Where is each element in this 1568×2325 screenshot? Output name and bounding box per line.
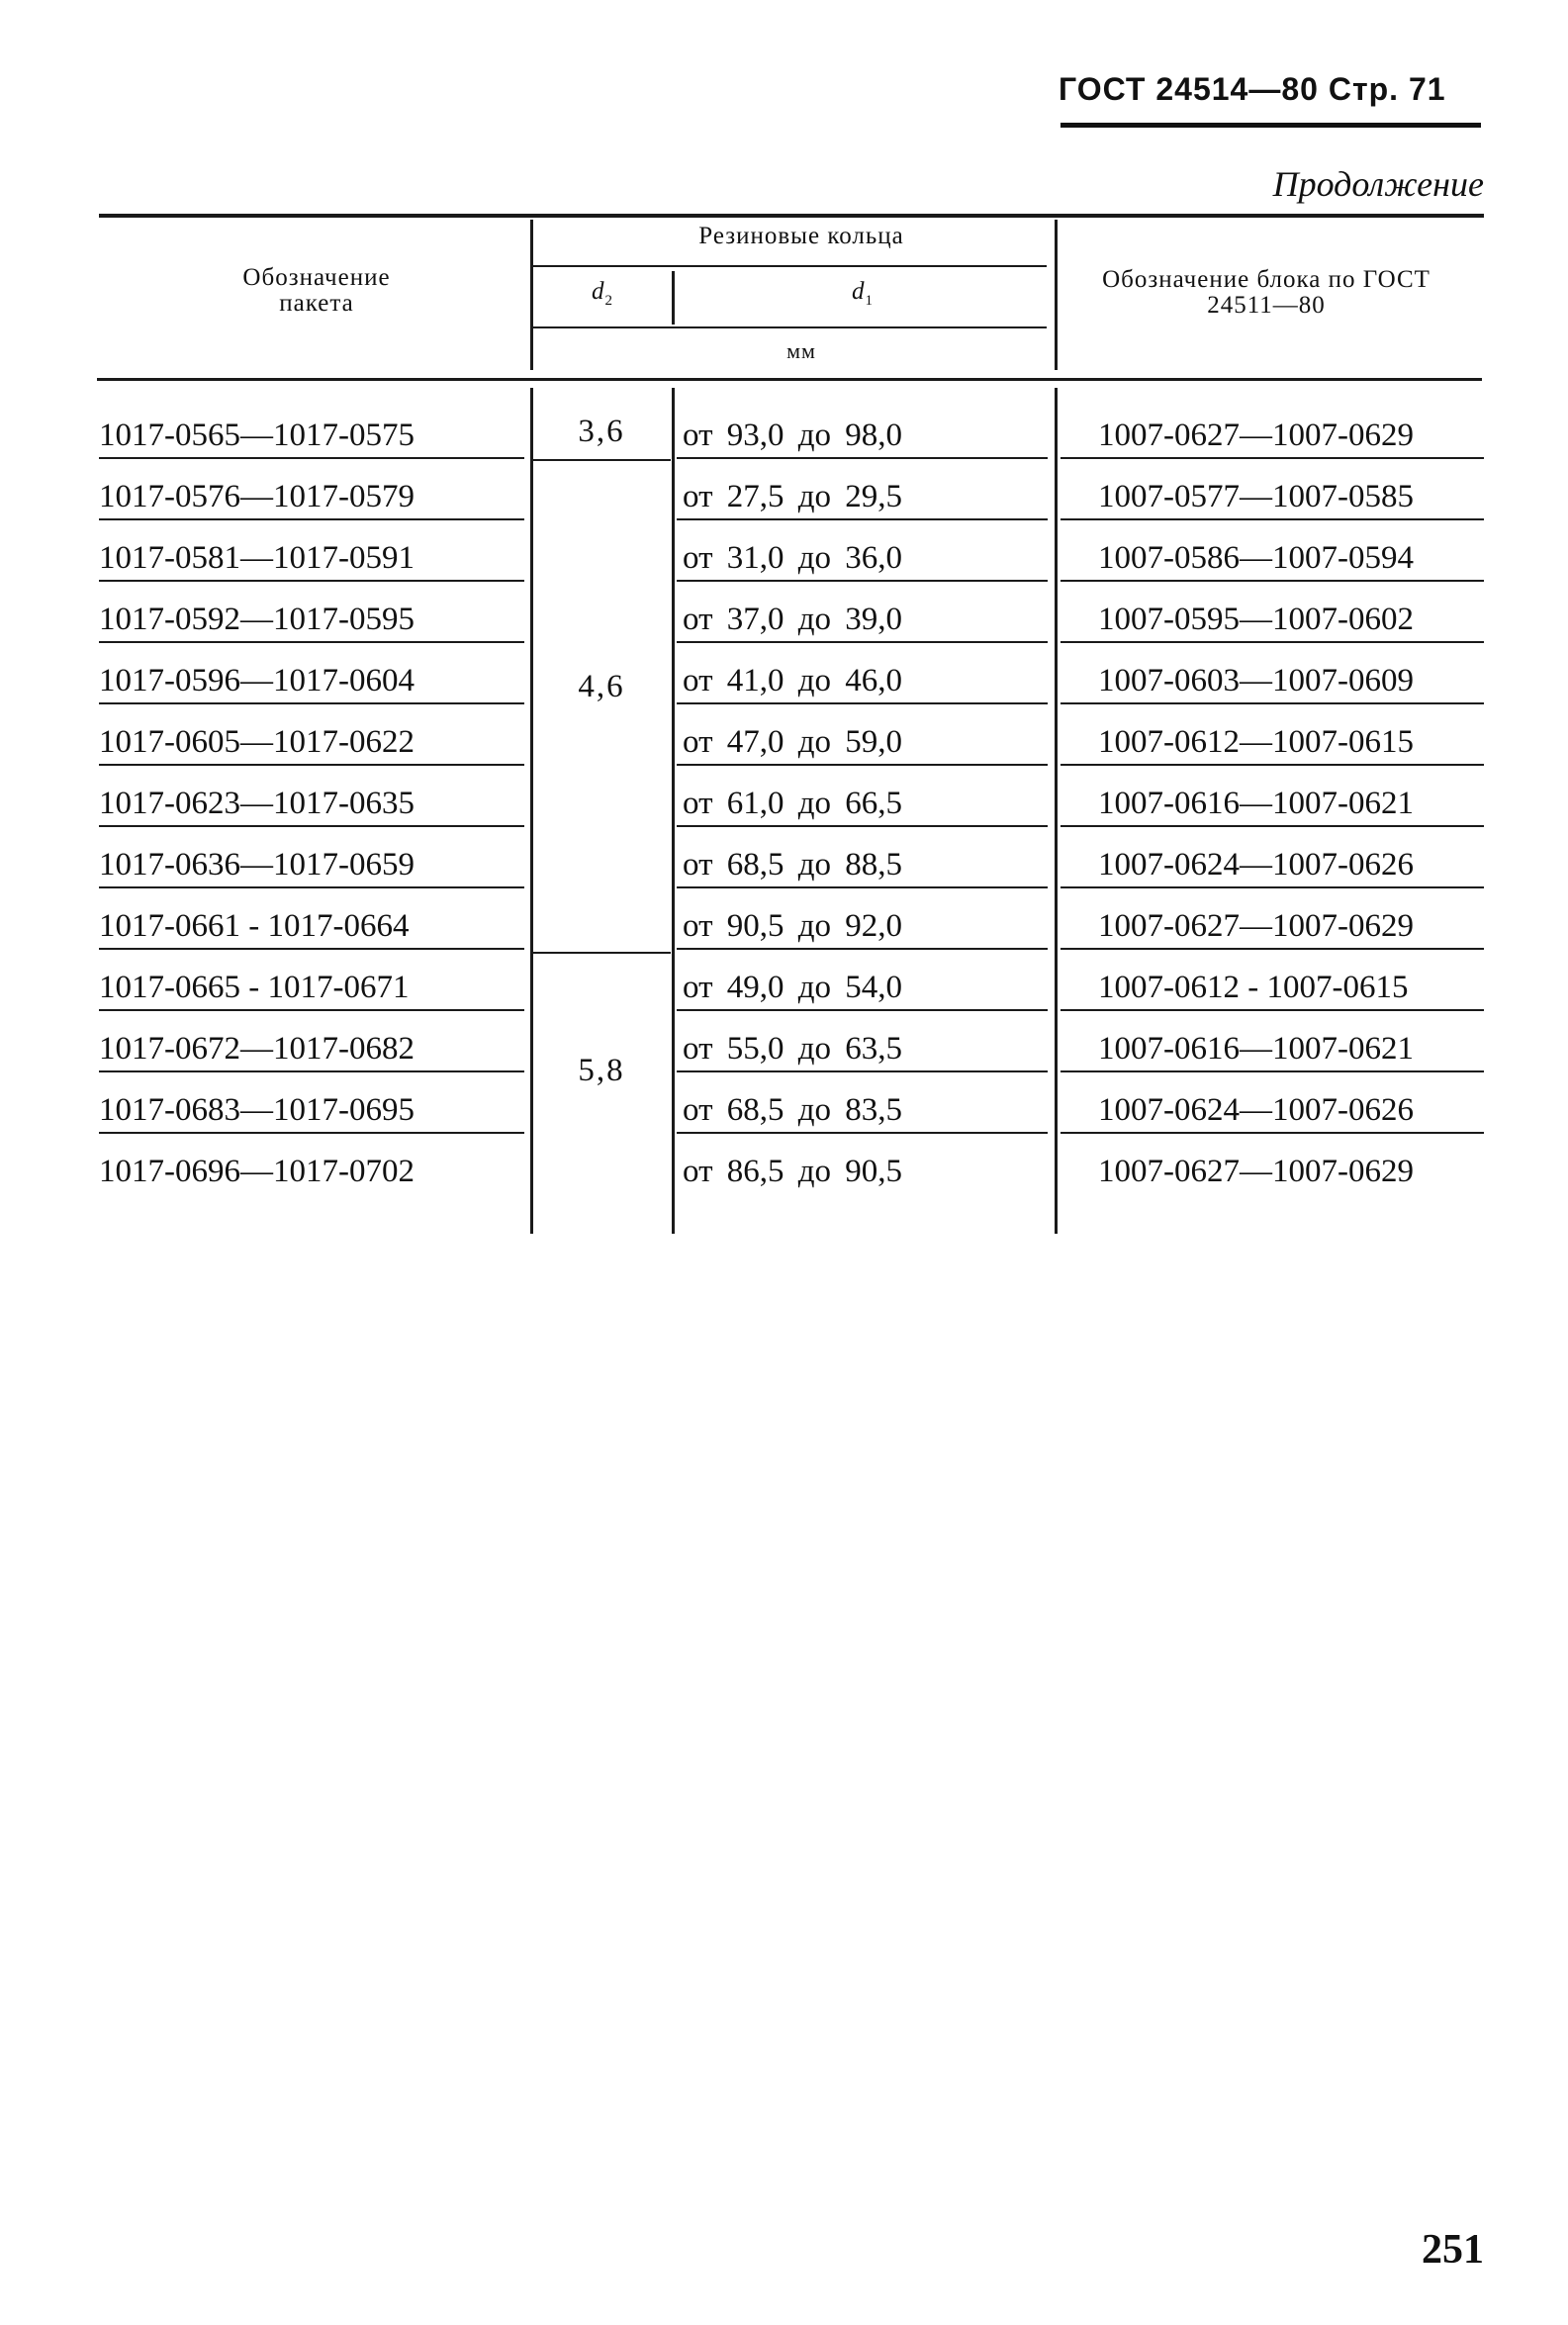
package-cell: 1017-0665 - 1017-0671 [99,970,410,1005]
block-cell: 1007-0612 - 1007-0615 [1098,970,1409,1005]
block-cell: 1007-0624—1007-0626 [1098,1092,1414,1128]
header-block: Обозначение блока по ГОСТ 24511—80 [1102,266,1430,319]
row-rule-d1 [677,518,1048,520]
header-package: Обозначение пакета [242,264,391,317]
header-rubber-rings: Резиновые кольца [698,223,904,249]
d2-value-5-8: 5,8 [578,1053,625,1088]
header-d1-symbol: d [852,278,866,305]
header-unit-rule [532,326,1047,328]
package-cell: 1017-0683—1017-0695 [99,1092,415,1128]
header-vline-left [530,220,533,370]
header-vline-right [1055,220,1058,370]
row-rule-pkg [99,457,524,459]
package-cell: 1017-0696—1017-0702 [99,1154,415,1189]
row-rule-block [1061,1132,1484,1134]
block-cell: 1007-0612—1007-0615 [1098,724,1414,760]
package-cell: 1017-0636—1017-0659 [99,847,415,883]
block-cell: 1007-0616—1007-0621 [1098,786,1414,821]
d1-cell: от 47,0 до 59,0 [683,724,903,760]
row-rule-pkg [99,948,524,950]
block-cell: 1007-0616—1007-0621 [1098,1031,1414,1067]
d1-cell: от 55,0 до 63,5 [683,1031,903,1067]
row-rule-d1 [677,580,1048,582]
d2-value-3-6: 3,6 [578,414,625,449]
table-top-rule [99,214,1484,218]
row-rule-block [1061,457,1484,459]
block-cell: 1007-0624—1007-0626 [1098,847,1414,883]
row-rule-pkg [99,1070,524,1072]
row-rule-block [1061,1009,1484,1011]
body-vline-mid [672,388,675,1234]
block-cell: 1007-0595—1007-0602 [1098,602,1414,637]
d1-cell: от 86,5 до 90,5 [683,1154,903,1189]
d1-cell: от 90,5 до 92,0 [683,908,903,944]
row-rule-pkg [99,580,524,582]
continuation-label: Продолжение [1272,164,1484,204]
d1-cell: от 37,0 до 39,0 [683,602,903,637]
row-rule-block [1061,641,1484,643]
row-rule-d1 [677,1070,1048,1072]
page-number: 251 [1422,2227,1484,2273]
d1-cell: от 61,0 до 66,5 [683,786,903,821]
row-rule-block [1061,1070,1484,1072]
row-rule-pkg [99,825,524,827]
package-cell: 1017-0623—1017-0635 [99,786,415,821]
row-rule-block [1061,702,1484,704]
block-cell: 1007-0627—1007-0629 [1098,1154,1414,1189]
row-rule-d1 [677,1132,1048,1134]
row-rule-d1 [677,825,1048,827]
package-cell: 1017-0661 - 1017-0664 [99,908,410,944]
header-unit: мм [786,338,816,363]
row-rule-pkg [99,641,524,643]
row-rule-block [1061,825,1484,827]
block-cell: 1007-0577—1007-0585 [1098,479,1414,514]
row-rule-pkg [99,518,524,520]
block-cell: 1007-0603—1007-0609 [1098,663,1414,698]
block-cell: 1007-0627—1007-0629 [1098,908,1414,944]
header-d2-sub: 2 [604,293,613,309]
row-rule-d1 [677,702,1048,704]
d1-cell: от 68,5 до 83,5 [683,1092,903,1128]
d1-cell: от 41,0 до 46,0 [683,663,903,698]
d1-cell: от 68,5 до 88,5 [683,847,903,883]
package-cell: 1017-0596—1017-0604 [99,663,415,698]
row-rule-block [1061,764,1484,766]
row-rule-d1 [677,1009,1048,1011]
page-header-title: ГОСТ 24514—80 Стр. 71 [1059,71,1446,107]
body-vline-right [1055,388,1058,1234]
block-cell: 1007-0627—1007-0629 [1098,418,1414,453]
row-rule-pkg [99,886,524,888]
row-rule-block [1061,518,1484,520]
d1-cell: от 49,0 до 54,0 [683,970,903,1005]
package-cell: 1017-0565—1017-0575 [99,418,415,453]
row-rule-pkg [99,764,524,766]
package-cell: 1017-0576—1017-0579 [99,479,415,514]
header-d1 [675,279,1051,314]
row-rule-pkg [99,702,524,704]
d1-cell: от 27,5 до 29,5 [683,479,903,514]
package-cell: 1017-0605—1017-0622 [99,724,415,760]
row-rule-d1 [677,641,1048,643]
d2-value-4-6: 4,6 [578,669,625,704]
row-rule-block [1061,886,1484,888]
d1-cell: от 93,0 до 98,0 [683,418,903,453]
row-rule-d1 [677,764,1048,766]
body-vline-left [530,388,533,1234]
header-d2 [534,279,671,314]
package-cell: 1017-0581—1017-0591 [99,540,415,576]
row-rule-pkg [99,1009,524,1011]
row-rule-d1 [677,886,1048,888]
row-rule-d1 [677,948,1048,950]
header-d1-sub: 1 [865,293,874,309]
row-rule-d1 [677,457,1048,459]
d2-divider-1 [532,459,671,461]
d1-cell: от 31,0 до 36,0 [683,540,903,576]
d2-divider-2 [532,952,671,954]
header-bottom-rule [97,378,1482,381]
row-rule-block [1061,948,1484,950]
package-cell: 1017-0592—1017-0595 [99,602,415,637]
block-cell: 1007-0586—1007-0594 [1098,540,1414,576]
header-d2-symbol: d [592,278,605,305]
package-cell: 1017-0672—1017-0682 [99,1031,415,1067]
row-rule-block [1061,580,1484,582]
row-rule-pkg [99,1132,524,1134]
header-rule [1061,123,1481,128]
header-rings-rule [532,265,1047,267]
